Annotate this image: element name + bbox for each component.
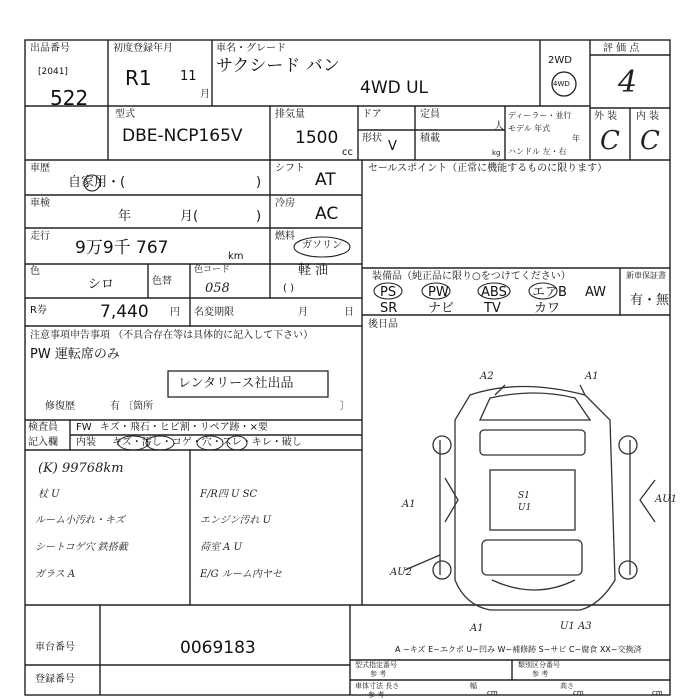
- interior-label: 内 装: [636, 111, 660, 122]
- chassis-value: 0069183: [180, 638, 256, 658]
- mark-rear-right: U1 A3: [560, 621, 592, 632]
- hw-left-1: (K) 99768km: [38, 461, 124, 476]
- exterior-grade: C: [600, 126, 620, 156]
- shift-value: AT: [315, 170, 336, 190]
- sales-point-label: セールスポイント（正常に機能するものに限ります）: [368, 163, 608, 174]
- first-reg-era: R1: [125, 66, 152, 90]
- color-code: 058: [205, 281, 230, 296]
- mark-roof-s: S1: [518, 491, 530, 501]
- equip-sr: SR: [380, 301, 398, 316]
- dims-label: 車体寸法 長さ: [355, 682, 400, 690]
- hw-left-5: ガラス A: [35, 569, 76, 580]
- model-code: DBE-NCP165V: [122, 126, 243, 146]
- fw-items: キズ・飛石・ヒビ割・リペア跡・×要: [100, 422, 268, 433]
- color-change-label: 色替: [152, 276, 172, 287]
- meigi-label: 名変期限: [194, 307, 234, 318]
- hw-left-2: 杖 U: [38, 489, 60, 500]
- equipment-label: 装備品（純正品に限り○をつけてください）: [372, 271, 571, 282]
- model-year-label: モデル 年式: [508, 124, 551, 133]
- type-spec-sub: 参 考: [370, 670, 387, 678]
- first-reg-label: 初度登録年月: [113, 43, 173, 54]
- type-spec-label: 型式指定番号: [355, 661, 397, 669]
- mark-rear-bumper: A1: [470, 623, 484, 634]
- color-code-label: 色コード: [194, 265, 231, 275]
- registration-label: 登録番号: [35, 674, 75, 685]
- dims-cm-1: cm: [487, 689, 498, 697]
- dealer-label: ディーラー・並行: [508, 111, 572, 120]
- color-value: シロ: [88, 277, 115, 292]
- inspection-close: ): [256, 209, 262, 224]
- notes-line1: PW 運転席のみ: [30, 347, 120, 362]
- fuel-diesel: 軽 油: [298, 263, 329, 278]
- displacement: 1500: [295, 128, 339, 148]
- equip-tv: TV: [484, 301, 501, 316]
- fuel-other: ( ): [283, 283, 294, 294]
- damage-legend: A ~キズ E~エクボ U~凹み W~補修跡 S~サビ C~腐食 XX~交換済: [395, 645, 642, 654]
- grade: 4WD UL: [360, 78, 429, 98]
- score-label: 評 価 点: [603, 43, 640, 54]
- equip-aw: AW: [585, 285, 607, 300]
- mark-front-right: A1: [585, 371, 599, 382]
- recycle-value: 7,440: [100, 302, 149, 322]
- shape-value: V: [388, 139, 397, 154]
- drive-2wd-label: 2WD: [548, 55, 572, 66]
- inspection-month: 月(: [180, 209, 199, 224]
- equip-abs: ABS: [481, 285, 507, 300]
- dims-ref: 参 考: [368, 691, 385, 699]
- color-label: 色: [30, 266, 40, 277]
- interior-grade: C: [640, 126, 660, 156]
- interior-items-label: 内装: [76, 437, 96, 448]
- mark-front-left: A2: [480, 371, 494, 382]
- recycle-unit: 円: [170, 307, 180, 318]
- first-reg-month: 11: [180, 69, 197, 84]
- model-label: 車名・グレード: [216, 43, 286, 54]
- hw-right-1: F/R四 U SC: [200, 489, 258, 500]
- fuel-label: 燃料: [275, 231, 295, 242]
- equip-navi: ナビ: [428, 301, 455, 316]
- mark-right-side: AU1: [655, 494, 678, 505]
- dims-cm-2: cm: [573, 689, 584, 697]
- history-value: 自家用・(: [68, 175, 126, 190]
- equip-pw: PW: [428, 285, 449, 300]
- mileage-label: 走行: [30, 231, 50, 242]
- inspector-label-bottom: 記入欄: [28, 437, 58, 448]
- exterior-label: 外 装: [594, 111, 618, 122]
- car-name: サクシード バン: [216, 56, 340, 76]
- hw-left-4: シートコゲ穴 鉄搭載: [35, 542, 128, 553]
- dims-height: 高さ: [560, 682, 574, 690]
- load-unit: kg: [492, 149, 501, 157]
- lot-label: 出品番号: [30, 43, 70, 54]
- capacity-unit: 人: [494, 121, 504, 132]
- warranty-label: 新車保証書: [626, 271, 666, 280]
- inspection-year: 年: [118, 209, 132, 224]
- hw-right-4: E/G ルーム内ヤセ: [200, 569, 282, 580]
- door-label: ドア: [362, 109, 382, 120]
- fuel-gasoline: ガソリン: [302, 240, 342, 251]
- meigi-month: 月: [298, 307, 308, 318]
- fw-label: FW: [76, 422, 92, 433]
- mileage-unit: km: [228, 251, 244, 262]
- chassis-label: 車台番号: [35, 642, 75, 653]
- mark-roof-u: U1: [518, 503, 532, 513]
- hw-right-3: 荷室 A U: [200, 542, 243, 553]
- back-date-label: 後日品: [368, 319, 398, 330]
- interior-items: キズ・汚し・コゲ・穴・スレ・キレ・破し: [112, 437, 302, 448]
- drive-4wd-label: 4WD: [553, 80, 570, 88]
- dims-cm-3: cm: [652, 689, 663, 697]
- mark-left-side: A1: [402, 499, 416, 510]
- capacity-label: 定員: [420, 109, 440, 120]
- score-value: 4: [618, 65, 638, 100]
- category-sub: 参 考: [532, 670, 549, 678]
- ac-label: 冷房: [275, 198, 295, 209]
- handle-label: ハンドル 左・右: [508, 147, 567, 156]
- notes-label: 注意事項申告事項 （不具合存在等は具体的に記入して下さい）: [30, 330, 314, 341]
- equip-leather: カワ: [534, 301, 561, 316]
- mileage-value: 9万9千 767: [75, 238, 169, 258]
- model-code-label: 型式: [115, 109, 135, 120]
- history-close: ): [256, 175, 262, 190]
- dims-width: 幅: [470, 682, 477, 690]
- repair-value: 有 〔箇所: [110, 401, 154, 412]
- hw-right-2: エンジン汚れ U: [200, 515, 272, 526]
- equip-airbag: エアB: [532, 285, 567, 300]
- repair-close: 〕: [340, 401, 350, 412]
- mark-rear-left: AU2: [390, 567, 413, 578]
- category-label: 類別区分番号: [518, 661, 560, 669]
- rental-stamp: レンタリース社出品: [178, 376, 294, 391]
- displacement-unit: cc: [342, 147, 353, 158]
- shift-label: シフト: [275, 163, 305, 174]
- year-unit: 年: [572, 134, 580, 143]
- equip-ps: PS: [380, 285, 397, 300]
- lot-number: 522: [50, 86, 89, 110]
- inspector-label-top: 検査員: [28, 422, 58, 433]
- hw-left-3: ルーム小汚れ・キズ: [35, 515, 125, 526]
- history-label: 車歴: [30, 163, 50, 174]
- displacement-label: 排気量: [275, 109, 305, 120]
- shape-label: 形状: [362, 133, 382, 144]
- ac-value: AC: [315, 204, 339, 224]
- recycle-label: R券: [30, 305, 47, 316]
- meigi-day: 日: [344, 307, 354, 318]
- load-label: 積載: [420, 133, 440, 144]
- warranty-value: 有・無: [630, 293, 670, 308]
- lot-sub: [2041]: [38, 67, 68, 77]
- first-reg-month-unit: 月: [200, 89, 210, 100]
- inspection-label: 車検: [30, 198, 50, 209]
- repair-label: 修復歴: [45, 401, 75, 412]
